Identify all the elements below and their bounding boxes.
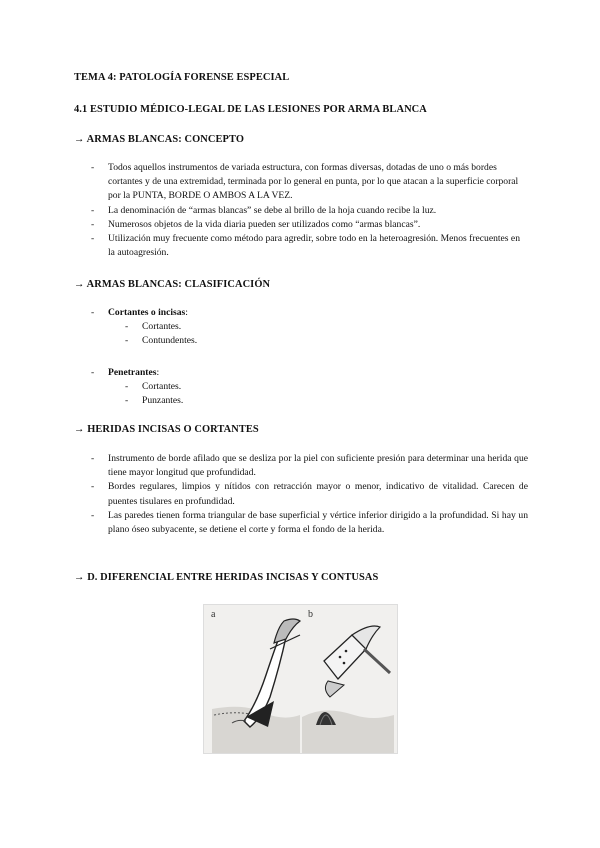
- group-label: Penetrantes: [108, 367, 157, 378]
- list-item: - Las paredes tienen forma triangular de base superficial y vértice inferior dirigido a la profundidad. Si hay un plano óseo subyacente, se detiene el corte y forma el fondo de la herida.: [74, 509, 528, 537]
- list-item: [74, 306, 528, 349]
- heading-clasificacion: → ARMAS BLANCAS: CLASIFICACIÓN: [74, 279, 271, 290]
- clasificacion-group-1: [74, 306, 528, 349]
- list-item: [74, 366, 528, 409]
- section-title: 4.1 ESTUDIO MÉDICO-LEGAL DE LAS LESIONES POR ARMA BLANCA: [74, 104, 427, 115]
- sub-item: - Punzantes.: [108, 394, 528, 408]
- list-item: - Utilización muy frecuente como método para agredir, sobre todo en la heteroagresión. Menos frecuentes en la autoagresión.: [74, 232, 528, 260]
- wound-comparison-figure: [203, 604, 398, 754]
- concepto-list: [74, 161, 528, 260]
- list-item: - Instrumento de borde afilado que se desliza por la piel con suficiente presión para determinar una herida que tiene mayor longitud que profundidad.: [74, 452, 528, 480]
- document-title: TEMA 4: PATOLOGÍA FORENSE ESPECIAL: [74, 72, 290, 83]
- list-item: - Numerosos objetos de la vida diaria pueden ser utilizados como “armas blancas”.: [74, 218, 528, 232]
- list-item: - Bordes regulares, limpios y nítidos con retracción mayor o menor, indicativo de vitalidad. Carecen de puentes tisulares en profundidad.: [74, 480, 528, 508]
- group-suffix: :: [185, 307, 188, 318]
- heridas-list: [74, 452, 528, 537]
- list-item: - La denominación de “armas blancas” se debe al brillo de la hoja cuando recibe la luz.: [74, 204, 528, 218]
- hammer-blow-illustration: [302, 626, 394, 753]
- heading-heridas: → HERIDAS INCISAS O CORTANTES: [74, 424, 259, 435]
- sub-list: [108, 380, 528, 408]
- knife-cut-illustration: [212, 619, 300, 753]
- heading-concepto: → ARMAS BLANCAS: CONCEPTO: [74, 134, 245, 145]
- clasificacion-group-2: [74, 366, 528, 409]
- group-label: Cortantes o incisas: [108, 307, 186, 318]
- sub-item: - Cortantes.: [108, 320, 528, 334]
- sub-list: [108, 320, 528, 348]
- sub-item: - Contundentes.: [108, 334, 528, 348]
- figure-svg: [204, 605, 397, 753]
- group-suffix: :: [156, 367, 160, 378]
- heading-diferencial: → D. DIFERENCIAL ENTRE HERIDAS INCISAS Y CONTUSAS: [74, 572, 379, 583]
- sub-item: - Cortantes.: [108, 380, 528, 394]
- figure-label-b: b: [308, 609, 313, 620]
- list-item: - Todos aquellos instrumentos de variada estructura, con formas diversas, dotadas de uno o más bordes cortantes y de una extremidad, terminada por lo general en punta, por lo que atacan a la superficie corporal por la PUNTA, BORDE O AMBOS A LA VEZ.: [74, 161, 528, 204]
- figure-label-a: a: [211, 609, 216, 620]
